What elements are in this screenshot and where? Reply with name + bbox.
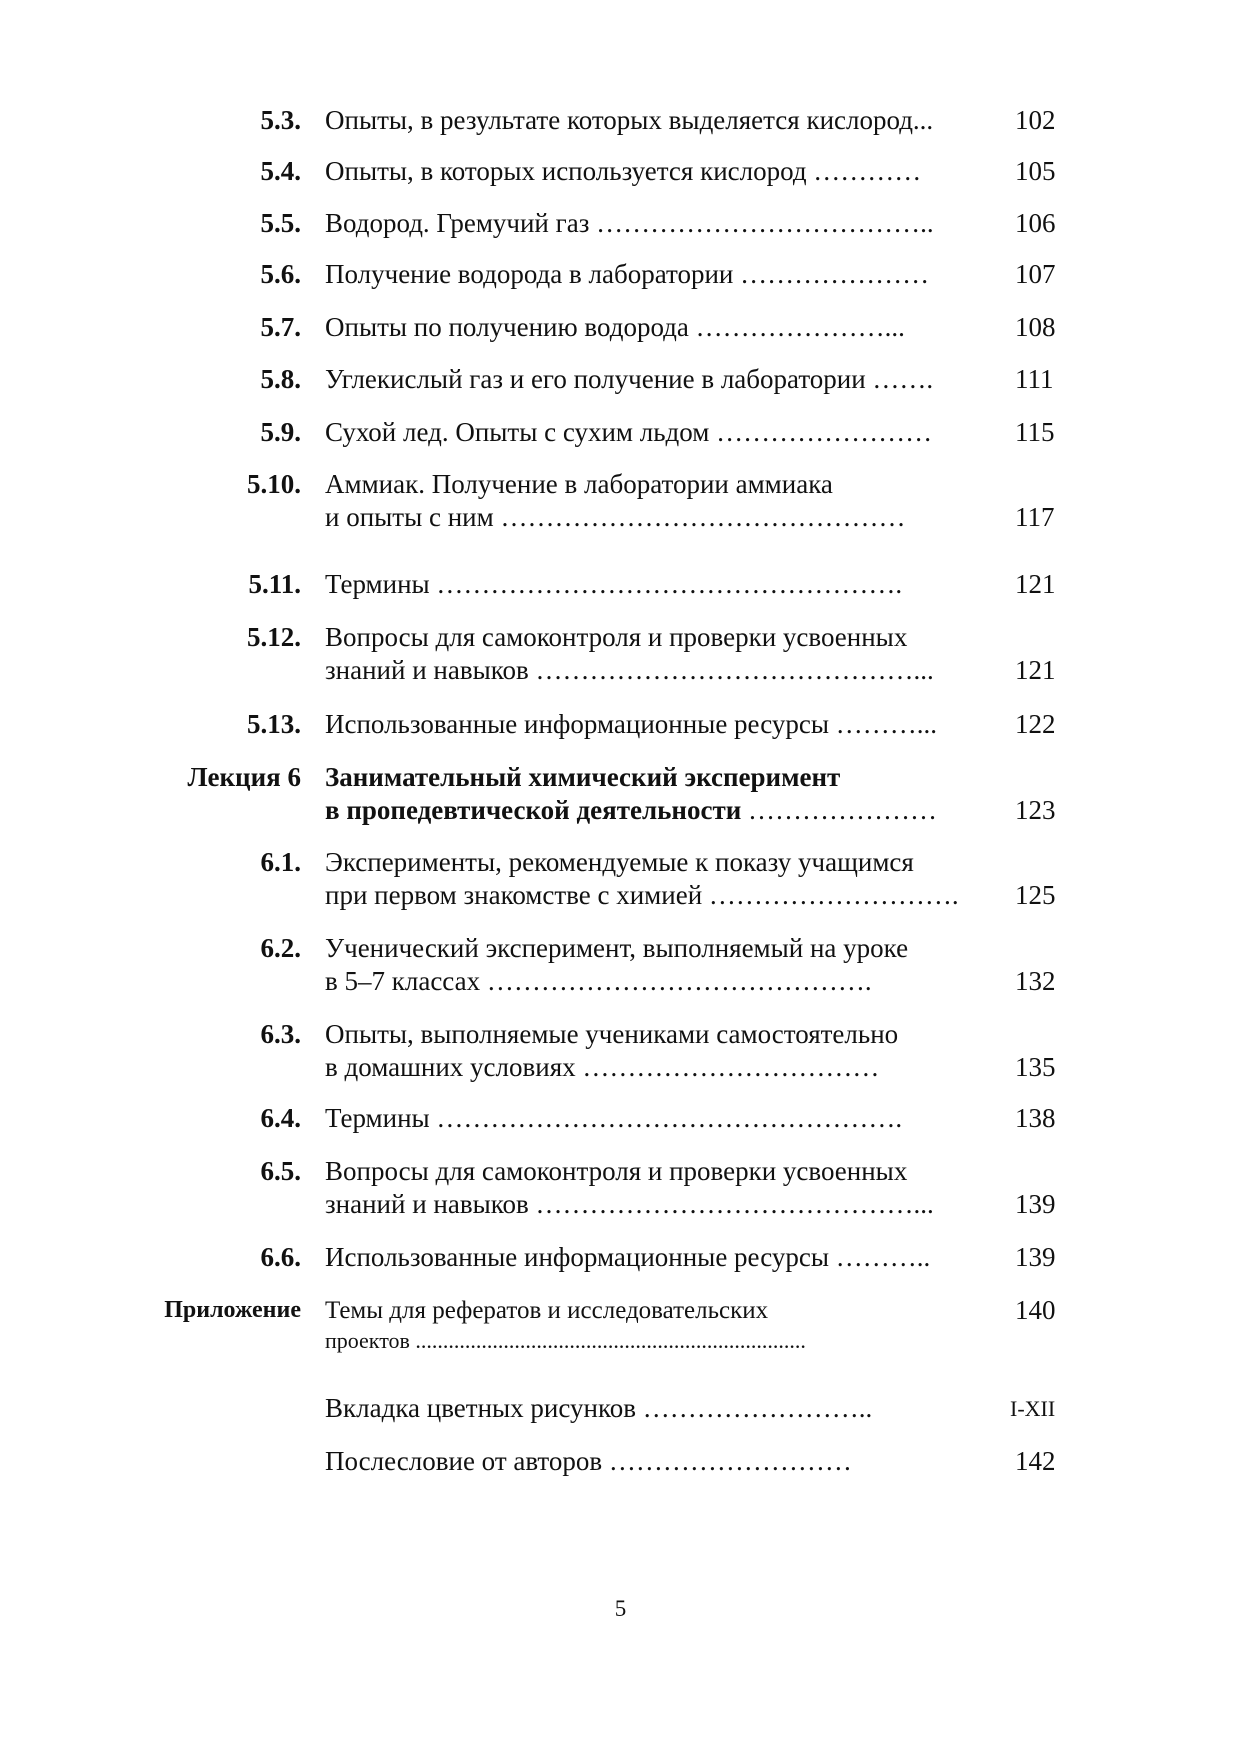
toc-entry-title-line: Темы для рефератов и исследовательских [325, 1297, 769, 1324]
toc-entry-title [325, 1018, 898, 1084]
toc-entry-title-line: Сухой лед. Опыты с сухим льдом …………………… [325, 417, 933, 447]
toc-entry-number: 5.13. [247, 709, 301, 739]
toc-entry-title [325, 708, 937, 741]
toc-entry-number: 6.1. [260, 847, 301, 877]
toc-entry-number: 5.11. [248, 569, 301, 599]
toc-entry-page: I-XII [1010, 1396, 1056, 1421]
toc-entry-page: 105 [1015, 156, 1056, 186]
toc-entry-title [325, 621, 934, 687]
toc-entry-number: 5.12. [247, 622, 301, 652]
toc-entry-page: 117 [1015, 502, 1055, 532]
toc-entry-number: 5.3. [260, 105, 301, 135]
toc-entry-title [325, 104, 933, 137]
toc-entry-title-line: в домашних условиях …………………………… [325, 1052, 880, 1082]
toc-entry-title-line: Послесловие от авторов ……………………… [325, 1446, 852, 1476]
toc-entry-title [325, 1392, 872, 1425]
toc-entry-page: 106 [1015, 208, 1056, 238]
toc-entry-page: 122 [1015, 709, 1056, 739]
toc-entry-page: 135 [1015, 1052, 1056, 1082]
toc-entry-title-line: в 5–7 классах ……………………………………. [325, 966, 872, 996]
toc-entry-number: 6.2. [260, 933, 301, 963]
toc-entry-page: 108 [1015, 312, 1056, 342]
toc-entry-number: Лекция 6 [187, 762, 301, 792]
toc-entry-number: Приложение [164, 1297, 301, 1323]
toc-entry-number: 6.5. [260, 1156, 301, 1186]
toc-entry-page: 102 [1015, 105, 1056, 135]
toc-entry-page: 115 [1015, 417, 1055, 447]
toc-entry-title-line: Опыты, выполняемые учениками самостоятельно [325, 1019, 899, 1049]
toc-entry-title [325, 1102, 902, 1135]
toc-entry-title-line: Опыты, в которых используется кислород ………… [325, 156, 922, 186]
toc-entry-page: 132 [1015, 966, 1056, 996]
toc-entry-title-line: знаний и навыков ……………………………………... [325, 1189, 934, 1219]
toc-entry-number: 6.3. [260, 1019, 301, 1049]
toc-entry-title-line: проектов ....................................................................... [325, 1328, 806, 1353]
toc-entry-title [325, 846, 959, 912]
toc-entry-title-line: Использованные информационные ресурсы ……….. [325, 1242, 931, 1272]
toc-entry-page: 121 [1015, 655, 1056, 685]
toc-entry-title-line: Опыты по получению водорода …………………... [325, 312, 905, 342]
toc-entry-page: 111 [1015, 364, 1054, 394]
toc-entry-title [325, 416, 932, 449]
toc-entry-page: 139 [1015, 1189, 1056, 1219]
toc-entry-page: 139 [1015, 1242, 1056, 1272]
toc-entry-title-line: Термины ……………………………………………. [325, 1103, 903, 1133]
toc-entry-title [325, 155, 921, 188]
toc-entry-title-line: и опыты с ним ……………………………………… [325, 502, 906, 532]
toc-entry-number: 6.4. [260, 1103, 301, 1133]
toc-entry-title [325, 568, 902, 601]
toc-entry-page: 138 [1015, 1103, 1056, 1133]
toc-entry-title-line: Термины ……………………………………………. [325, 569, 903, 599]
toc-entry-number: 5.5. [260, 208, 301, 238]
toc-entry-title [325, 1445, 852, 1478]
toc-entry-number: 5.4. [260, 156, 301, 186]
toc-entry-title-bold: в пропедевтической деятельности [325, 795, 742, 825]
toc-entry-title [325, 761, 937, 827]
toc-entry-number: 5.7. [260, 312, 301, 342]
toc-entry-title-line: Занимательный химический эксперимент [325, 762, 841, 792]
page-number: 5 [614, 1596, 627, 1621]
toc-entry-title-line: Вопросы для самоконтроля и проверки усвоенных [325, 622, 908, 652]
toc-entry-title-line: Использованные информационные ресурсы ………... [325, 709, 937, 739]
toc-entry-title [325, 1155, 934, 1221]
toc-entry-page: 142 [1015, 1446, 1056, 1476]
toc-entry-number: 6.6. [260, 1242, 301, 1272]
toc-entry-title-line: Углекислый газ и его получение в лаборатории ……. [325, 364, 934, 394]
toc-entry-title [325, 258, 929, 291]
toc-entry-title-line [325, 794, 937, 827]
toc-entry-number: 5.9. [260, 417, 301, 447]
toc-entry-page: 140 [1015, 1295, 1056, 1325]
toc-entry-title-line: Вопросы для самоконтроля и проверки усвоенных [325, 1156, 908, 1186]
toc-entry-title-line: Получение водорода в лаборатории ………………… [325, 259, 930, 289]
toc-entry-title [325, 207, 934, 240]
toc-entry-page: 125 [1015, 880, 1056, 910]
toc-entry-number: 5.6. [260, 259, 301, 289]
toc-entry-title [325, 468, 905, 534]
toc-entry-number: 5.10. [247, 469, 301, 499]
toc-entry-title [325, 932, 908, 998]
toc-entry-title-line: Эксперименты, рекомендуемые к показу учащимся [325, 847, 914, 877]
toc-entry-title [325, 311, 905, 344]
toc-entry-page: 123 [1015, 795, 1056, 825]
toc-entry-title-line: Водород. Гремучий газ ……………………………….. [325, 208, 934, 238]
toc-entry-title-line: Ученический эксперимент, выполняемый на уроке [325, 933, 909, 963]
toc-entry-title-line: знаний и навыков ……………………………………... [325, 655, 934, 685]
toc-entry-title [325, 1241, 930, 1274]
toc-entry-title-line: при первом знакомстве с химией ………………………. [325, 880, 959, 910]
toc-entry-title-line: Опыты, в результате которых выделяется кислород... [325, 105, 934, 135]
toc-entry-title [325, 363, 933, 396]
toc-entry-leader: ………………… [741, 795, 938, 825]
toc-entry-title-line: Аммиак. Получение в лаборатории аммиака [325, 469, 833, 499]
toc-entry-title [325, 1294, 806, 1355]
toc-entry-page: 121 [1015, 569, 1056, 599]
toc-entry-number: 5.8. [260, 364, 301, 394]
toc-entry-title-line: Вкладка цветных рисунков …………………….. [325, 1393, 873, 1423]
toc-entry-page: 107 [1015, 259, 1056, 289]
